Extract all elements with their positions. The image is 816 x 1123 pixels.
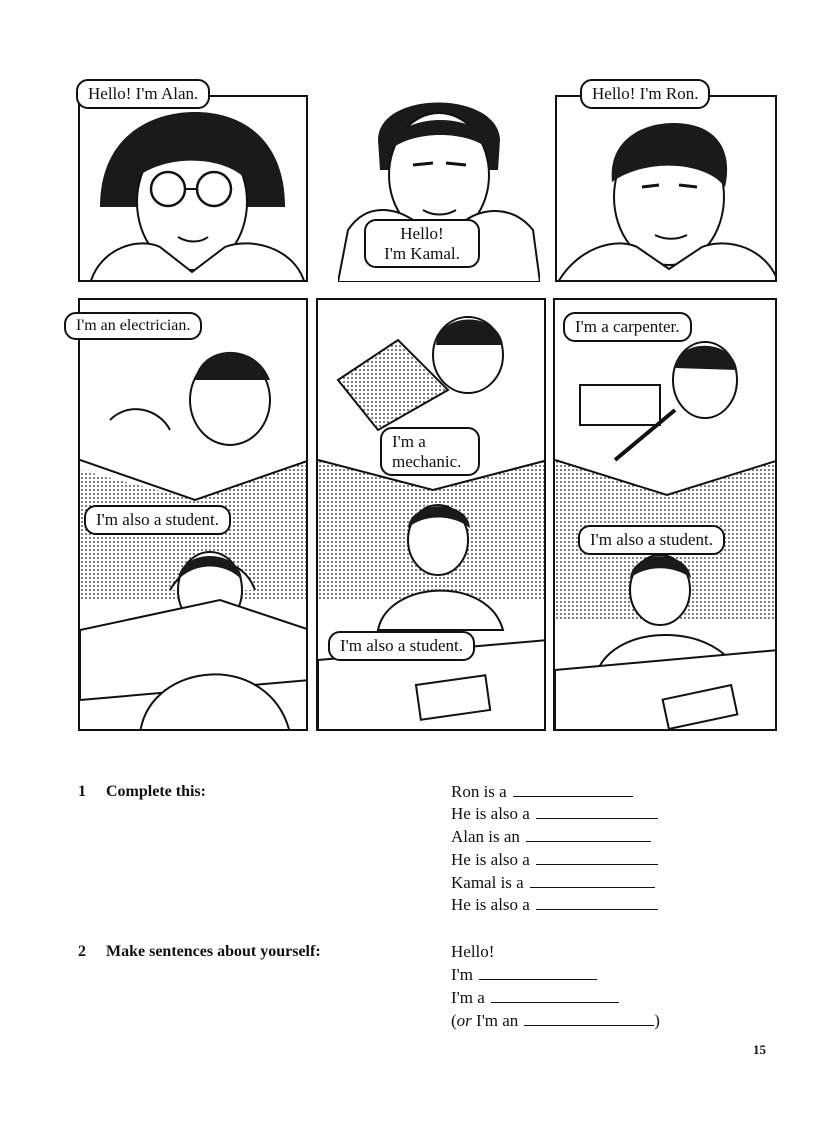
bubble-line: mechanic. — [392, 451, 462, 471]
speech-bubble-alan-job: I'm an electrician. — [64, 312, 202, 340]
answer-blank[interactable] — [536, 897, 658, 910]
exercise-1-line-4 — [451, 850, 658, 870]
line-text: He is also a — [451, 804, 530, 823]
line-text: He is also a — [451, 895, 530, 914]
answer-blank[interactable] — [524, 1013, 654, 1026]
bubble-line: I'm Kamal. — [384, 243, 460, 263]
panel-ron-work-study — [553, 298, 777, 731]
line-text: I'm — [451, 965, 473, 984]
line-text: He is also a — [451, 850, 530, 869]
speech-bubble-ron-job: I'm a carpenter. — [563, 312, 692, 342]
line-text: I'm an — [476, 1011, 519, 1030]
exercise-2-line-3 — [451, 988, 619, 1008]
speech-bubble-ron-intro: Hello! I'm Ron. — [580, 79, 710, 109]
panel-alan-portrait — [78, 95, 308, 282]
or-text: or — [456, 1011, 472, 1030]
exercise-1-line-6 — [451, 895, 658, 915]
exercise-2-line-2 — [451, 965, 597, 985]
answer-blank[interactable] — [536, 852, 658, 865]
speech-bubble-kamal-job — [380, 427, 480, 476]
paren-close: ) — [654, 1011, 660, 1030]
page-number: 15 — [753, 1042, 766, 1057]
exercise-1-line-1 — [451, 782, 633, 802]
answer-blank[interactable] — [479, 967, 597, 980]
paren-open: ( — [451, 1011, 457, 1030]
panel-ron-portrait — [555, 95, 777, 282]
answer-blank[interactable] — [530, 875, 655, 888]
exercise-2-number: 2 — [78, 943, 86, 960]
exercise-2-title: Make sentences about yourself: — [106, 943, 321, 960]
alan-portrait-drawing — [80, 97, 308, 282]
answer-blank[interactable] — [513, 784, 633, 797]
line-text: Kamal is a — [451, 873, 524, 892]
speech-bubble-alan-student: I'm also a student. — [84, 505, 231, 535]
exercise-1-line-5 — [451, 873, 655, 893]
speech-bubble-kamal-intro — [364, 219, 480, 268]
answer-blank[interactable] — [536, 806, 658, 819]
speech-bubble-ron-student: I'm also a student. — [578, 525, 725, 555]
ron-portrait-drawing — [557, 97, 777, 282]
exercise-1-title: Complete this: — [106, 783, 206, 800]
speech-bubble-alan-intro: Hello! I'm Alan. — [76, 79, 210, 109]
exercise-1-line-2 — [451, 804, 658, 824]
line-text: Alan is an — [451, 827, 520, 846]
answer-blank[interactable] — [526, 829, 651, 842]
ron-scene-drawing — [555, 300, 777, 731]
exercise-2-line-4 — [451, 1011, 660, 1031]
line-text: I'm a — [451, 988, 485, 1007]
speech-bubble-kamal-student: I'm also a student. — [328, 631, 475, 661]
exercise-1-number: 1 — [78, 783, 86, 800]
exercise-2-line-1: Hello! — [451, 942, 495, 961]
exercise-1-line-3 — [451, 827, 651, 847]
kamal-scene-drawing — [318, 300, 546, 731]
line-text: Ron is a — [451, 782, 507, 801]
answer-blank[interactable] — [491, 990, 619, 1003]
bubble-line: I'm a — [392, 432, 426, 451]
panel-kamal-work-study — [316, 298, 546, 731]
bubble-line: Hello! — [400, 224, 444, 243]
